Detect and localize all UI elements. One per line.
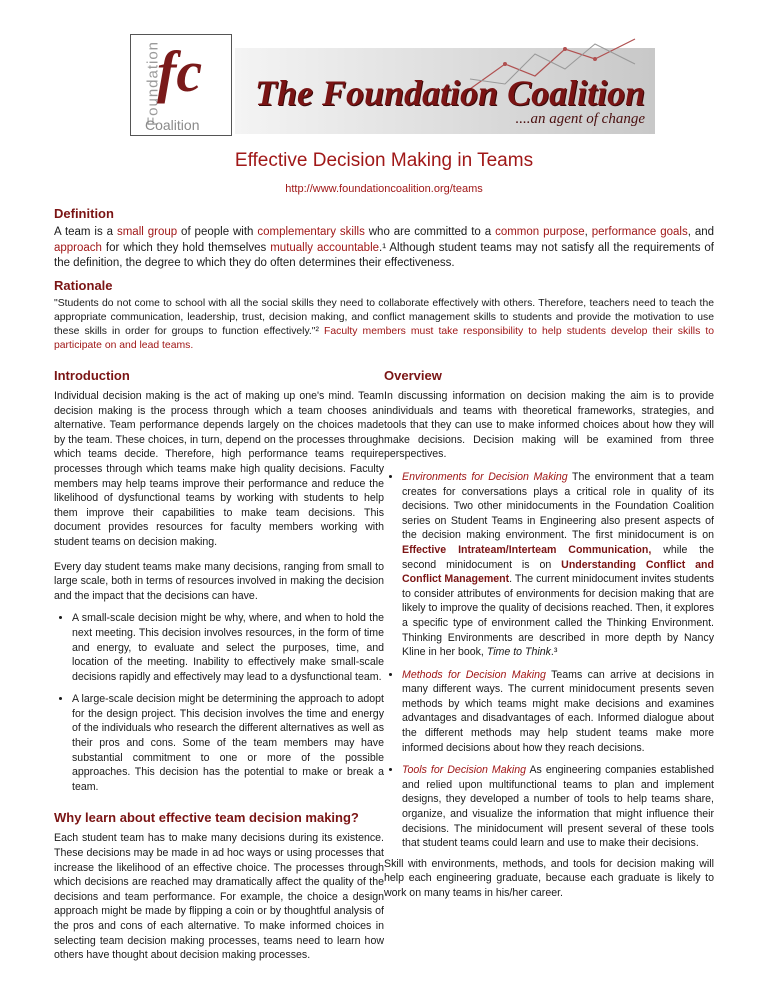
link-intrateam-communication[interactable]: Effective Intrateam/Interteam Communication, bbox=[402, 543, 652, 556]
link-conflict-management[interactable]: Understanding Conflict and Conflict Management bbox=[402, 558, 714, 586]
right-column bbox=[384, 368, 714, 901]
overview-paragraph-1: In discussing information on decision making the aim is to provide individuals and teams with theoretical frameworks, strategies, and tools that they can use to make informed choices about how they will make decisions. Decision making will be examined from three perspectives. bbox=[384, 390, 714, 461]
left-column bbox=[54, 368, 384, 963]
fc-logo bbox=[130, 34, 232, 136]
logo-monogram: fc bbox=[157, 39, 203, 104]
intro-bullets bbox=[54, 611, 384, 794]
why-paragraph: Each student team has to make many decisions during its existence. These decisions may be made in ad hoc ways or using processes that increase the likelihood of an effective choice. The processes through which decisions are reached may dramatically affect the quality of the decisions and team performance. For example, the choice a design approach might be made by flipping a coin or by thoughtful analysis of the pros and cons of each alternative. To make informed choices in selecting team decision making processes, teams need to learn how others have thought about decision making processes. bbox=[54, 832, 384, 962]
definition-section bbox=[54, 206, 714, 272]
logo-vertical-text: Foundation bbox=[144, 40, 162, 127]
list-item: • Methods for Decision Making Teams can arrive at decisions in many different ways. The current minidocument presents seven methods by which teams might make decisions and examines advantages and disadvantages of each. Informed dialogue about the different methods may help student teams make more informed decisions about how they reach decisions. bbox=[402, 668, 714, 756]
tagline: ....an agent of change bbox=[515, 111, 645, 127]
rationale-text: "Students do not come to school with all the social skills they need to collaborate effectively with others. Therefore, teachers need to teach the appropriate communication, leadership, trust, decision making, and conflict management skills to students and provide the motivation to use these skills in order for groups to function effectively."² Faculty members must take responsibility to help students develop their skills to participate on and lead teams. bbox=[54, 298, 714, 351]
overview-paragraph-2: Skill with environments, methods, and tools for decision making will help each engineering graduate, because each graduate is likely to work on many teams in his/her career. bbox=[384, 857, 714, 899]
document-url[interactable]: http://www.foundationcoalition.org/teams bbox=[285, 183, 483, 195]
banner-graphic bbox=[235, 48, 655, 134]
definition-text: A team is a small group of people with complementary skills who are committed to a common purpose, performance goals, and approach for which they hold themselves mutually accountable.¹ Although student teams may not satisfy all the requirements of the definition, the degree to which they do often determines their effectiveness. bbox=[54, 226, 715, 269]
intro-paragraph-1: Individual decision making is the act of making up one's mind. Team decision making is the process through which a team chooses an alternative. Team performance depends largely on the choices made by the team. These choices, in turn, depend on the processes through which teams decide. Therefore, high performance teams require processes through which teams make high quality decisions. Faculty members may help teams improve their performance and reduce the likelihood of dysfunctional teams by working with students to help them improve their capabilities to make team decisions. This document provides resources for faculty members working with student teams on decision making. bbox=[54, 390, 384, 548]
rationale-heading: Rationale bbox=[54, 278, 113, 293]
list-item: • A large-scale decision might be determining the approach to adopt for the design project. This decision involves the time and energy of the individuals who research the different alternatives as well as their pros and cons. Some of the team members may have substantial commitment to one or more of the possible approaches. This decision has the potential to make or break a team. bbox=[72, 692, 384, 794]
introduction-heading: Introduction bbox=[54, 368, 130, 383]
definition-heading: Definition bbox=[54, 206, 114, 221]
why-heading: Why learn about effective team decision making? bbox=[54, 810, 359, 826]
list-item: • A small-scale decision might be why, where, and when to hold the next meeting. This decision involves resources, in the form of time and energy, to evaluate and select the purposes, time, and location of the meeting. Inability to effectively make small-scale decisions rapidly and effectively may lead to a dysfunctional team. bbox=[72, 611, 384, 684]
intro-paragraph-2: Every day student teams make many decisions, ranging from small to large scale, both in terms of resources involved in making the decision and the impact that the decisions can have. bbox=[54, 560, 384, 602]
logo-word: Coalition bbox=[145, 117, 200, 133]
list-item: • Environments for Decision Making The environment that a team creates for conversations plays a critical role in quality of its decisions. Two other minidocuments in the Foundation Coalition series on Student Teams in Engineering also present aspects of the decision making environment. The first minidocument is on Effective Intrateam/Interteam Communication, while the second minidocument is on Understanding Conflict and Conflict Management. The current minidocument invites students to consider attributes of environments for decision making that are likely to improve the quality of decisions reached. Then, it explores a specific type of environment called the Thinking Environment. Thinking Environments are described in more depth by Nancy Kline in her book, Time to Think.³ bbox=[402, 470, 714, 660]
overview-heading: Overview bbox=[384, 368, 442, 383]
rationale-section bbox=[54, 278, 714, 353]
header-banner bbox=[130, 30, 655, 136]
overview-bullets bbox=[384, 470, 714, 851]
list-item: • Tools for Decision Making As engineering companies established and relied upon multifunctional teams to plan and implement designs, they developed a number of tools to help teams share, organize, and visualize the information that might influence their decisions. The minidocument will present several of these tools that student teams could learn and use to make their decisions. bbox=[402, 763, 714, 851]
document-title: Effective Decision Making in Teams bbox=[234, 150, 534, 171]
banner-title: The Foundation Coalition bbox=[255, 73, 646, 113]
